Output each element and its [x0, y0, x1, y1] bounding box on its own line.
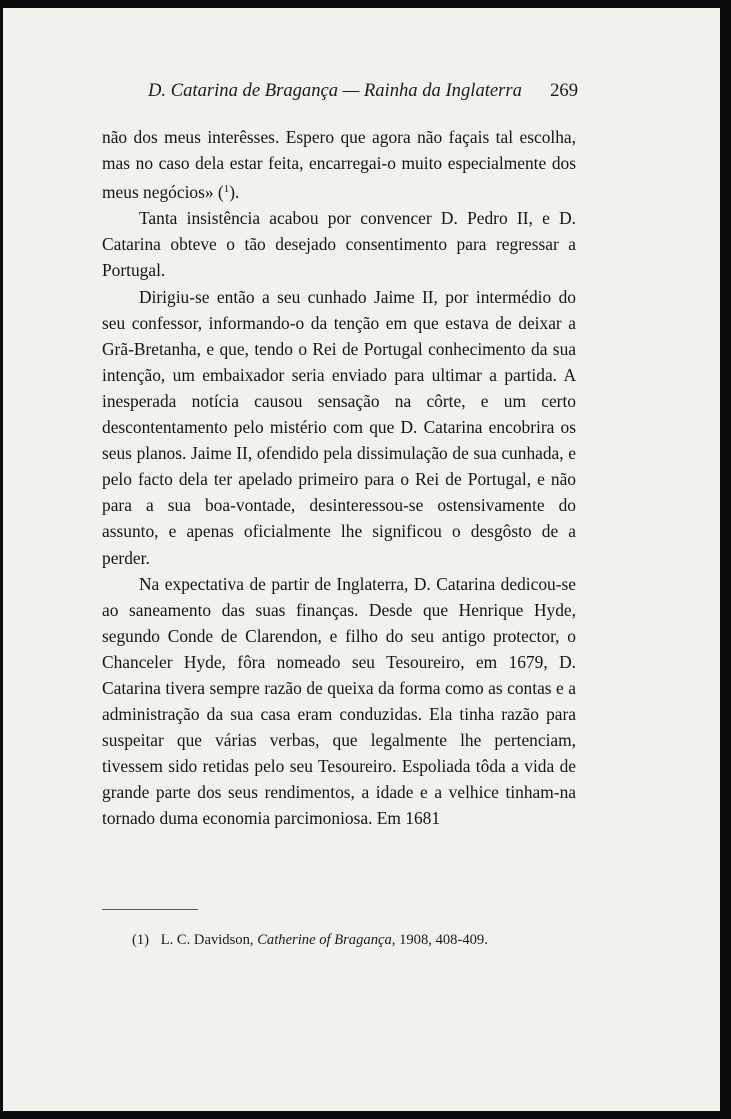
book-page: [3, 8, 720, 1111]
footnote-marker: (1): [132, 932, 150, 948]
footnote-author: L. C. Davidson,: [160, 932, 254, 948]
body-text: [102, 124, 576, 832]
paragraph-continuation: [102, 124, 576, 205]
page-number: 269: [550, 80, 578, 101]
paragraph-text: não dos meus interêsses. Espero que agora não façais tal escolha, mas no caso dela estar feita, encarregai-o muito especialmente dos meus negócios» (: [102, 127, 576, 203]
running-header: [148, 76, 578, 106]
paragraph: Na expectativa de partir de Inglaterra, D. Catarina dedicou-se ao saneamento das suas finanças. Desde que Henrique Hyde, segundo Conde de Clarendon, e filho do seu antigo protector, o Chanceler Hyde, fôra nomeado seu Tesoureiro, em 1679, D. Catarina tivera sempre razão de queixa da forma como as contas e a administração da sua casa eram conduzidas. Ela tinha razão para suspeitar que várias verbas, que legalmente lhe pertenciam, tivessem sido retidas pelo seu Tesoureiro. Espoliada tôda a vida de grande parte dos seus rendimentos, a idade e a velhice tinham-na tornado duma economia parcimoniosa. Em 1681: [102, 573, 576, 829]
paragraph: Tanta insistência acabou por convencer D. Pedro II, e D. Catarina obteve o tão desejado consentimento para regressar a Portugal.: [102, 208, 576, 281]
footnote-details: 1908, 408-409.: [399, 932, 488, 948]
running-title: D. Catarina de Bragança — Rainha da Inglaterra: [148, 80, 522, 101]
paragraph: Dirigiu-se então a seu cunhado Jaime II, por intermédio do seu confessor, informando-o da tenção em que estava de deixar a Grã-Bretanha, e que, tendo o Rei de Portugal conhecimento da sua intenção, um embaixador seria enviado para ultimar a partida. A inesperada notícia causou sensação na côrte, e um certo descontentamento pelo mistério com que D. Catarina encobrira os seus planos. Jaime II, ofendido pela dissimulação de sua cunhada, e pelo facto dela ter apelado primeiro para o Rei de Portugal, e não para a sua boa-vontade, desinteressou-se ostensivamente do assunto, e apenas oficialmente lhe significou o desgôsto de a perder.: [102, 286, 576, 568]
footnote-divider: [102, 909, 198, 910]
footnote-reference: 1: [223, 183, 230, 196]
footnote: [132, 932, 572, 949]
footnote-title: Catherine of Bragança,: [257, 932, 396, 948]
paragraph-tail: ).: [229, 182, 240, 203]
